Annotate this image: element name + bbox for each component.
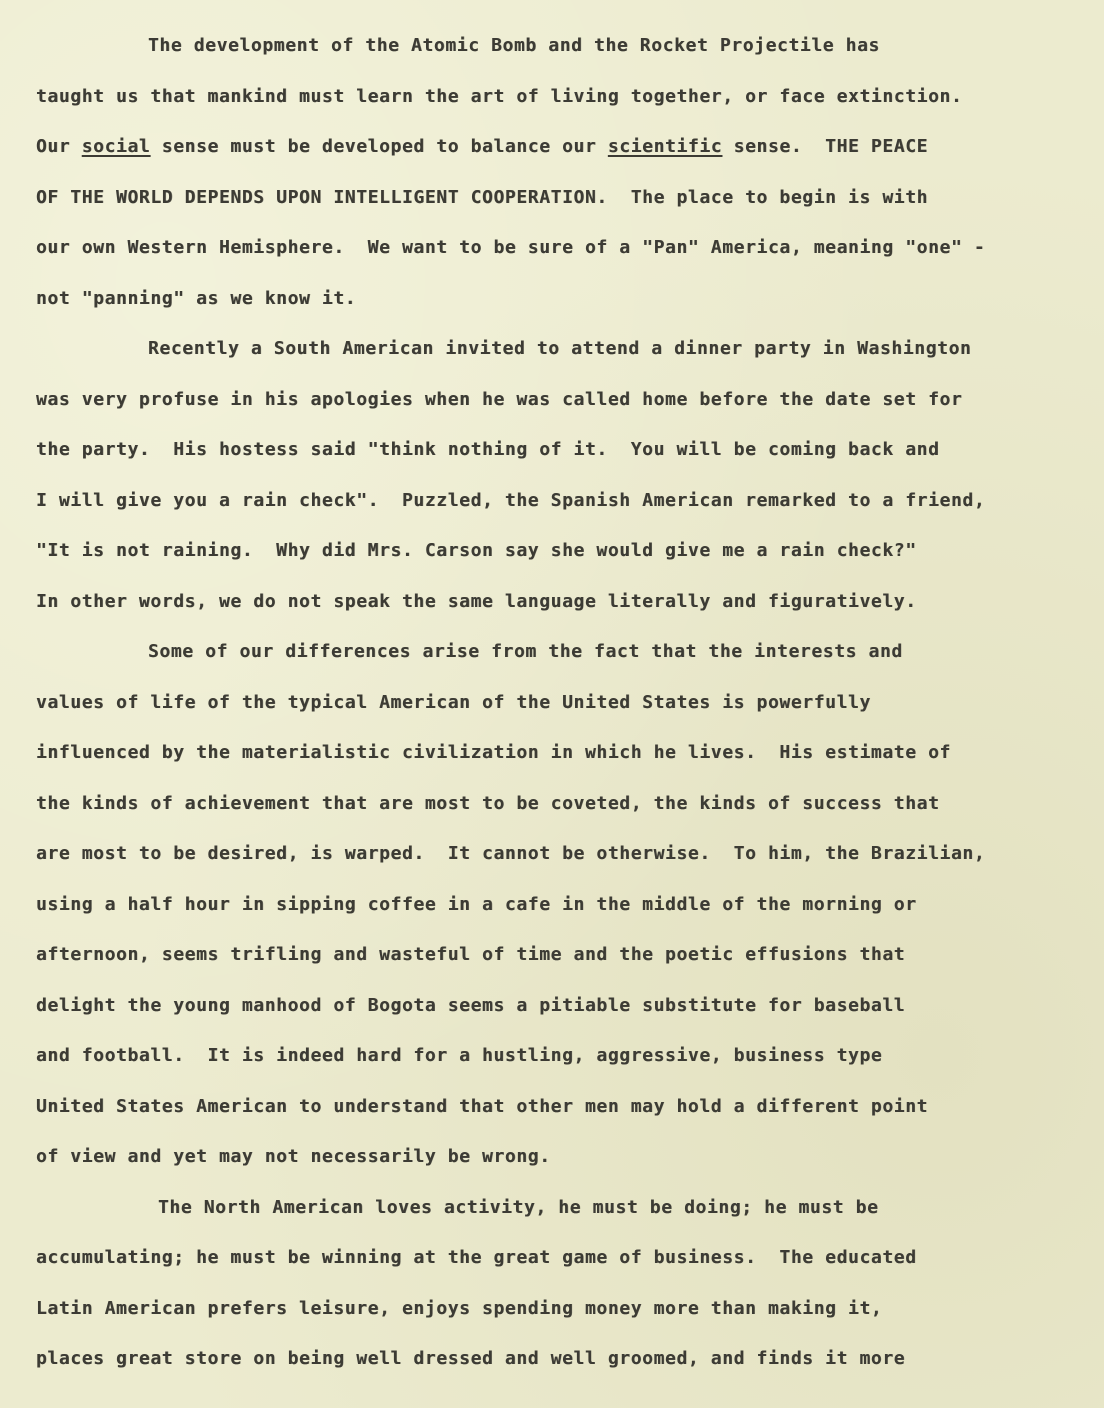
text-line: was very profuse in his apologies when he was called home before the date set for — [36, 388, 963, 410]
text-line: are most to be desired, is warped. It cannot be otherwise. To him, the Brazilian, — [36, 843, 986, 864]
text-line: not "panning" as we know it. — [36, 287, 357, 309]
text-fragment: sense. THE PEACE — [722, 136, 929, 157]
paragraph-3 — [36, 638, 1084, 1194]
text-line: Some of our differences arise from the fact that the interests and — [148, 641, 903, 662]
text-line: Recently a South American invited to attend a dinner party in Washington — [148, 338, 972, 359]
text-line: delight the young manhood of Bogota seems a pitiable substitute for baseball — [36, 994, 906, 1016]
paragraph-1 — [36, 32, 1084, 335]
text-line: Latin American prefers leisure, enjoys spending money more than making it, — [36, 1297, 883, 1319]
text-fragment: Our — [36, 136, 82, 157]
text-line: the party. His hostess said "think nothing of it. You will be coming back and — [36, 439, 940, 460]
underlined-word-social: social — [81, 136, 151, 157]
text-line: and football. It is indeed hard for a hustling, aggressive, business type — [36, 1045, 883, 1066]
text-line: accumulating; he must be winning at the great game of business. The educated — [36, 1247, 917, 1268]
text-line: afternoon, seems trifling and wasteful of time and the poetic effusions that — [36, 944, 906, 965]
paragraph-2 — [36, 335, 1084, 638]
paragraph-4 — [36, 1194, 1084, 1396]
text-line: United States American to understand that other men may hold a different point — [36, 1095, 929, 1117]
text-line: I will give you a rain check". Puzzled, the Spanish American remarked to a friend, — [36, 489, 986, 511]
text-line: influenced by the materialistic civilization in which he lives. His estimate of — [36, 742, 951, 763]
text-line: The development of the Atomic Bomb and the Rocket Projectile has — [148, 35, 880, 56]
text-line: In other words, we do not speak the same language literally and figuratively. — [36, 590, 917, 612]
text-line: our own Western Hemisphere. We want to be sure of a "Pan" America, meaning "one" - — [36, 237, 986, 258]
underlined-word-scientific: scientific — [607, 136, 723, 157]
text-line: values of life of the typical American of the United States is powerfully — [36, 691, 871, 713]
text-line: of view and yet may not necessarily be wrong. — [36, 1146, 551, 1167]
text-line: places great store on being well dressed and well groomed, and finds it more — [36, 1348, 906, 1369]
text-line: The North American loves activity, he must be doing; he must be — [158, 1196, 879, 1218]
text-line: "It is not raining. Why did Mrs. Carson say she would give me a rain check?" — [36, 540, 917, 561]
text-fragment: sense must be developed to balance our — [150, 136, 608, 157]
text-line: the kinds of achievement that are most to be coveted, the kinds of success that — [36, 792, 940, 814]
text-line — [36, 133, 1084, 184]
text-line: OF THE WORLD DEPENDS UPON INTELLIGENT COOPERATION. The place to begin is with — [36, 186, 929, 208]
text-line: using a half hour in sipping coffee in a cafe in the middle of the morning or — [36, 893, 917, 915]
text-line: taught us that mankind must learn the art of living together, or face extinction. — [36, 85, 963, 107]
